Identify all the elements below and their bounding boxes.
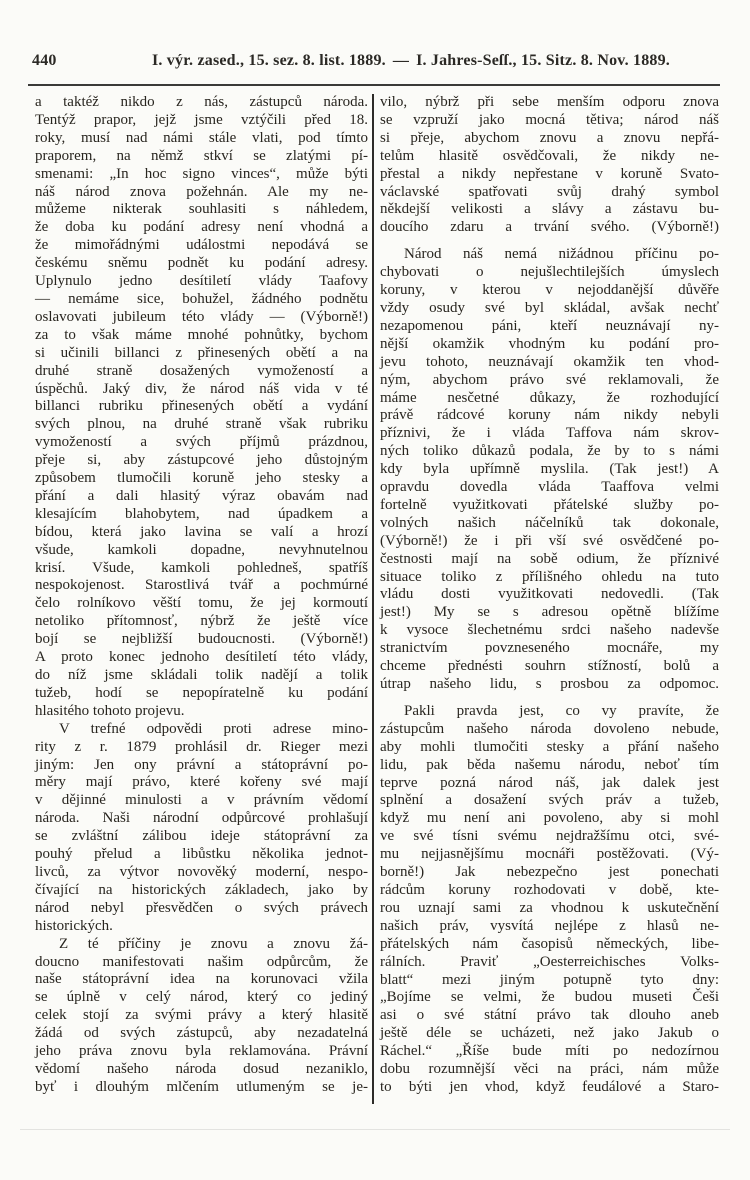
text-line: rádcům koruny rozhodovati v době, kte- bbox=[380, 881, 719, 898]
text-line: máme nesčetné důkazy, že rozhodující bbox=[380, 389, 719, 406]
running-title-german: I. Jahres-Seſſ., 15. Sitz. 8. Nov. 1889. bbox=[416, 52, 670, 69]
text-line: blatt“ mezi jiným potupně tyto dny: bbox=[380, 971, 719, 988]
running-title-separator: — bbox=[392, 52, 410, 69]
text-line: oslavovati jubileum této vlády — (Výborně!) bbox=[35, 308, 368, 325]
text-line: svých plnou, na druhé straně však rubriku bbox=[35, 416, 368, 433]
text-line: — nemáme sice, bohužel, žádného podnětu bbox=[35, 290, 368, 307]
text-line: dobu rozumnější věci na práci, nám může bbox=[380, 1061, 719, 1078]
text-columns bbox=[35, 94, 719, 1104]
text-line: Z té příčiny je znovu a znovu žá- bbox=[59, 935, 368, 952]
text-line: náš národ znova požehnán. Ale my ne- bbox=[35, 183, 368, 200]
text-line: to býti jen vhod, když feudálové a Staro- bbox=[380, 1078, 719, 1095]
text-line: teprve pozná národ náš, jak dalek jest bbox=[380, 774, 719, 791]
text-line: za to však máme mnohé pohnůtky, bychom bbox=[35, 326, 368, 343]
paragraph bbox=[35, 94, 368, 721]
page-header bbox=[32, 52, 720, 70]
text-line: kdy byla upřímně myslila. (Tak jest!) A bbox=[380, 461, 719, 478]
text-line: splnění a dosažení svých práv a tužeb, bbox=[380, 792, 719, 809]
paragraph bbox=[35, 721, 368, 936]
text-line: livců, za výtvor novověký moderní, nespo- bbox=[35, 863, 368, 880]
bottom-rule bbox=[20, 1129, 730, 1130]
text-line: Ráchel.“ „Říše bude míti po nedozírnou bbox=[380, 1043, 719, 1060]
text-line: tužeb, hodí se nepopíratelně ku podání bbox=[35, 684, 368, 701]
text-line: „Bojíme se velmi, že budou museti Češi bbox=[380, 989, 719, 1006]
text-line: když mu není ani povoleno, aby si mohl bbox=[380, 810, 719, 827]
text-line: Tentýž prapor, jejž jsme vztýčili před 18. bbox=[35, 111, 368, 128]
text-line: můžeme nikterak souhlasiti s náhledem, bbox=[35, 201, 368, 218]
text-line: přátelských nám časopisů německých, libe- bbox=[380, 935, 719, 952]
text-line: doucno manifestovati našim odpůrcům, že bbox=[35, 953, 368, 970]
text-line: útrap našeho lidu, s prosbou za odpomoc. bbox=[380, 676, 719, 692]
header-rule bbox=[28, 84, 720, 86]
text-line: stranictvím povzneseného mocnáře, my bbox=[380, 640, 719, 657]
text-line: lidu, pak běda našemu národu, neboť tím bbox=[380, 756, 719, 773]
text-line: netoliko přítomnosť, nýbrž že ještě více bbox=[35, 613, 368, 630]
text-line: chybovati o nejušlechtilejších úmyslech bbox=[380, 264, 719, 281]
text-line: čestnosti mají na sobě odium, že příznivé bbox=[380, 550, 719, 567]
text-line: volných našich náčelníků tak dokonale, bbox=[380, 514, 719, 531]
text-line: Pakli pravda jest, co vy pravíte, že bbox=[404, 702, 719, 719]
text-line: právě rádcové koruny nám nikdy nebyli bbox=[380, 407, 719, 424]
text-line: klesajícím blahobytem, nad úpadkem a bbox=[35, 505, 368, 522]
text-line: nější okamžik vhodným ku podání pro- bbox=[380, 335, 719, 352]
text-line: vymožeností a svých příjmů prázdnou, bbox=[35, 434, 368, 451]
text-line: A proto konec jednoho desítiletí této vlády, bbox=[35, 649, 368, 666]
text-line: V trefné odpovědi proti adrese mino- bbox=[59, 720, 368, 737]
paragraph bbox=[380, 703, 719, 1097]
text-line: ještě déle se ucházeti, než jako Jakub o bbox=[380, 1025, 719, 1042]
text-line: historických. bbox=[35, 917, 113, 934]
text-line: ných toliko důkazů podala, že by to s námi bbox=[380, 443, 719, 460]
text-line: pouhý přelud a libůstku několika jednot- bbox=[35, 846, 368, 863]
text-line: praporem, na němž stkví se zlatými pí- bbox=[35, 147, 368, 164]
text-line: hlasitého tohoto projevu. bbox=[35, 702, 185, 719]
text-line: naše státoprávní idea na korunovaci vžila bbox=[35, 971, 368, 988]
text-line: přeje si, aby zástupcové jeho důstojným bbox=[35, 452, 368, 469]
left-column bbox=[35, 94, 368, 1104]
text-line: rity z r. 1879 prohlásil dr. Rieger mezi bbox=[35, 738, 368, 755]
text-line: telům hlasitě osvědčovali, že nikdy ne- bbox=[380, 147, 719, 164]
text-line: byť i dlouhým mlčením utlumeným se je- bbox=[35, 1078, 368, 1095]
text-line: příznivi, že i vláda Taffova nám skrov- bbox=[380, 425, 719, 442]
text-line: bídou, která jako lavina se valí a hrozí bbox=[35, 523, 368, 540]
text-line: asi o své státní právo tak dlouho aneb bbox=[380, 1007, 719, 1024]
text-line: fortelně využitkovati přátelské služby po- bbox=[380, 496, 719, 513]
text-line: do níž jsme skládali tolik nadějí a tolik bbox=[35, 667, 368, 683]
text-line: nespokojenost. Starostlivá tvář a pochmúrné bbox=[35, 577, 368, 594]
text-line: našich práv, vysvítá nejlépe z hlasů ne- bbox=[380, 917, 719, 934]
text-line: koruny, v kterou v nejoddanější důvěře bbox=[380, 282, 719, 299]
text-line: Uplynulo jedno desítiletí vlády Taafovy bbox=[35, 273, 368, 290]
text-line: vládu dosti využitkovati nedovedli. (Tak bbox=[380, 586, 719, 603]
text-line: nezapomenou páni, kteří neuznávají ny- bbox=[380, 317, 719, 334]
text-line: že doba ku podání adresy není vhodná a bbox=[35, 219, 368, 236]
text-line: celek stojí za svými právy a který hlasitě bbox=[35, 1007, 368, 1024]
text-line: roky, musí nad námi stále vlati, pod tímto bbox=[35, 129, 368, 146]
text-line: v dějinné minulosti a v právním vědomí bbox=[35, 792, 368, 809]
text-line: situace toliko z přílišného ohledu na tuto bbox=[380, 568, 719, 585]
paragraph bbox=[380, 94, 719, 237]
text-line: vilo, nýbrž při sebe menším odporu znova bbox=[380, 94, 719, 110]
text-line: čívající na historických základech, jako by bbox=[35, 881, 368, 898]
text-line: václavské spatřovati svůj drahý symbol bbox=[380, 183, 719, 200]
text-line: druhé straně dosažených vymožeností a bbox=[35, 362, 368, 379]
text-line: billanci rubriku přinesených obětí a vydání bbox=[35, 398, 368, 415]
text-line: chceme přednésti souhrn stížností, bolů a bbox=[380, 658, 719, 675]
text-line: si přeje, abychom znovu a znovu nepřá- bbox=[380, 129, 719, 146]
text-line: čelo rolníkovo věští tomu, že jej kormoutí bbox=[35, 595, 368, 612]
text-line: (Výborně!) že i při vší své osvědčené po- bbox=[380, 532, 719, 549]
text-line: se vzpruží jako mocná tětiva; národ náš bbox=[380, 111, 719, 128]
text-line: k vysoce šlechetnému srdci našeho nadevše bbox=[380, 622, 719, 639]
page-number: 440 bbox=[32, 52, 57, 69]
text-line: borně!) Jak nebezpečno jest ponechati bbox=[380, 864, 719, 881]
text-line: způsobem tlumočili koruně jeho stesky a bbox=[35, 470, 368, 487]
text-line: zástupcům našeho národa dovoleno nebude, bbox=[380, 720, 719, 737]
paragraph bbox=[35, 936, 368, 1097]
text-line: jiným: Jen ony právní a státoprávní po- bbox=[35, 756, 368, 773]
text-line: jeho práva znovu byla reklamována. Právní bbox=[35, 1043, 368, 1060]
text-line: českému sněmu podnět ku podání adresy. bbox=[35, 255, 368, 272]
text-line: přání a dali hlasitý výraz obavám nad bbox=[35, 487, 368, 504]
text-line: že mimořádnými událostmi nepodává se bbox=[35, 237, 368, 254]
text-line: vždy osudy své byl skládal, avšak nechť bbox=[380, 299, 719, 316]
text-line: rou uznají sami za vhodnou k uskutečnění bbox=[380, 899, 719, 916]
text-line: národa. Naši národní odpůrcové prohlašují bbox=[35, 810, 368, 827]
text-line: Národ náš nemá nižádnou příčinu po- bbox=[404, 246, 719, 263]
text-line: všude, kamkoli dopadne, nevyhnutelnou bbox=[35, 541, 368, 558]
text-line: žádá od svých zástupců, aby nezadatelná bbox=[35, 1025, 368, 1042]
text-line: aby mohli tlumočiti stesky a přání našeho bbox=[380, 738, 719, 755]
text-line: smenami: „In hoc signo vinces“, může býti bbox=[35, 165, 368, 182]
text-line: měry mají právo, které kořeny své mají bbox=[35, 774, 368, 791]
text-line: jest!) My se s adresou opětně blížíme bbox=[380, 604, 719, 621]
text-line: jevu tohoto, neuznávají okamžik ten vhod- bbox=[380, 353, 719, 370]
text-line: mu nejjasnějšímu mocnáři postěžovati. (Vý- bbox=[380, 846, 719, 863]
text-line: úspěchů. Jaký div, že národ náš vida v té bbox=[35, 380, 368, 397]
text-line: vědomí našeho národa dosud nezaniklo, bbox=[35, 1060, 368, 1077]
text-line: opravdu dovedla vláda Taaffova velmi bbox=[380, 479, 719, 496]
text-line: se úplně v celý národ, který co jediný bbox=[35, 989, 368, 1006]
text-line: někdejší velikosti a slávy a zástavu bu- bbox=[380, 201, 719, 218]
text-line: národ nebyl přesvědčen o svých právech bbox=[35, 899, 368, 916]
running-title bbox=[102, 52, 720, 70]
running-title-czech: I. výr. zased., 15. sez. 8. list. 1889. bbox=[151, 52, 386, 69]
right-column bbox=[380, 94, 719, 1104]
column-divider bbox=[372, 94, 374, 1104]
paragraph bbox=[380, 246, 719, 694]
text-line: krisí. Všude, kamkoli pohledneš, spatříš bbox=[35, 559, 368, 576]
text-line: se zvláštní zálibou ideje státoprávní za bbox=[35, 828, 368, 845]
text-line: doucího zdaru a trvání svého. (Výborně!) bbox=[380, 219, 719, 236]
text-line: bojí se nejbližší budoucnosti. (Výborně!) bbox=[35, 631, 368, 648]
text-line: rálních. Praviť „Oesterreichisches Volks- bbox=[380, 953, 719, 970]
text-line: ným, abychom právo své reklamovali, že bbox=[380, 371, 719, 388]
text-line: ve své tísni svému nejdražšímu otci, své- bbox=[380, 828, 719, 845]
text-line: si učinili billanci z přinesených obětí a na bbox=[35, 344, 368, 361]
text-line: přestal a nikdy nepřestane v koruně Svato- bbox=[380, 165, 719, 182]
text-line: a taktéž nikdo z nás, zástupců národa. bbox=[35, 94, 368, 110]
